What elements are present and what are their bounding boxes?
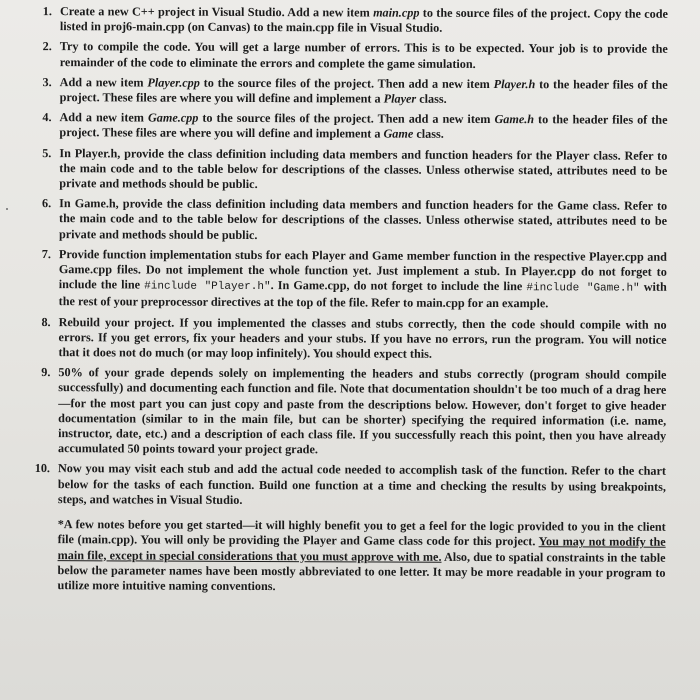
instruction-item: [26, 365, 666, 459]
instruction-text-segment: In Game.h, provide the class definition including data members and function headers for the Game class. Refer to the main code and to the table below for descriptions of the classes. Unless otherwise stated, attributes need to be private and methods should be public.: [58, 196, 668, 242]
instruction-number: 9.: [41, 365, 51, 380]
instruction-text-segment: implement the whole function yet. Just implement a stub. In Player.cpp do not forget to include the line: [58, 262, 667, 292]
instruction-text-segment: Add a new item: [59, 74, 148, 90]
instruction-text-segment: Try to compile the code. You will get a large number of errors. This is to be expected. Your job is to provide the remainder of the code to eliminate the errors and complete the game simulation.: [59, 39, 668, 71]
instruction-text: [59, 110, 667, 143]
instruction-text-segment: Rebuild your project. If you implemented the classes and stubs correctly, then the code should compile with no errors. If you get errors, fix your headers and your stubs. If you have no errors, run the program. You will notice that it does not do much (or may loop infinitely). You should expect this.: [58, 314, 667, 361]
instruction-number: 8.: [41, 314, 51, 329]
instruction-text-segment: class.: [416, 91, 447, 106]
instruction-text-segment: to the source files of the project. Then add a new item: [198, 110, 495, 127]
instruction-text-segment: Add a new item: [59, 110, 148, 125]
instruction-text: [59, 247, 667, 312]
note-lead: *A few notes before you get started—it will highly benefit you to get a feel for the logic provided to you in the client file (main.cpp). You will only be providing the Player and Game class code for this project.: [57, 517, 666, 549]
instruction-text-segment: Player: [383, 91, 417, 106]
instruction-text: [60, 75, 668, 108]
instruction-text-segment: Provide function implementation: [58, 246, 236, 262]
instruction-number: 7.: [41, 246, 51, 261]
instruction-text-segment: Note that documentation shouldn't be too much of a drag here—for the most part you can just copy and paste from the descriptions below. However, don't forget to give header documentation (similar to in the main file, but can be shorter) specifying the required information (i.e. name, instructor, date, etc.) and a description of each class file.: [58, 381, 667, 442]
instruction-text-segment: 50% of your grade depends solely on implementing the headers and stubs correctly (program should compile successfully) and documenting each function and file.: [58, 365, 667, 396]
instruction-text-segment: Now you may visit each stub and add the actual code needed to accomplish task of the function. Refer to the chart below for the tasks of each function. Build one function at a time and checking the results by using breakpoints, steps, and watches in Visual Studio.: [57, 461, 666, 507]
instruction-item: [26, 315, 666, 363]
instruction-item: [27, 247, 667, 313]
notes-paragraph: [57, 517, 665, 596]
instruction-item: [26, 461, 666, 509]
instruction-text-segment: Create a new C++ project in Visual Studio. Add a new item: [59, 4, 374, 20]
note-underlined: You may not modify the main file, except in special considerations that you must approve with me.: [57, 534, 666, 564]
instruction-text-segment: main.cpp: [373, 5, 420, 20]
instruction-number: 4.: [42, 110, 52, 125]
instruction-text-segment: Game.h: [494, 112, 535, 127]
instruction-text: [58, 315, 666, 363]
instruction-item: [27, 146, 667, 194]
instruction-item: [28, 39, 668, 72]
instruction-text-segment: to the source files of the project. Copy the code listed in proj6-main.cpp (on Canvas) to the main.cpp file in Visual Studio.: [59, 5, 669, 36]
instruction-item: [28, 4, 668, 37]
instruction-text-segment: Do not: [145, 262, 183, 277]
instruction-text-segment: to the header files of the project. These files are where you will define and implement a: [59, 112, 668, 141]
instruction-text-segment: for each Player and Game member function in the respective Player.cpp and Game.cpp files.: [58, 247, 667, 277]
instruction-number: 5.: [42, 145, 52, 160]
instruction-text-segment: #include "Player.h": [144, 280, 271, 294]
instructions-list: [25, 4, 668, 596]
instruction-text-segment: #include "Game.h": [526, 282, 640, 295]
instruction-text: [60, 40, 668, 73]
instruction-text-segment: If you successfully reach this point, then you have already accumulated 50 points toward your project grade.: [58, 427, 667, 457]
instruction-text-segment: Game.cpp: [147, 110, 199, 125]
instruction-text-segment: with the rest of your preprocessor directives at the top of the file. Refer to main.cpp for an example.: [58, 279, 667, 311]
instruction-number: 10.: [34, 461, 51, 476]
instruction-text: [59, 146, 667, 194]
instruction-text-segment: . In Game.cpp, do not forget to include the line: [270, 278, 527, 294]
instruction-text-segment: to the header files of the project. These files are where you will define and implement a: [59, 77, 668, 106]
instruction-text: [60, 4, 668, 37]
instruction-text: [59, 196, 667, 244]
note-tail: Also, due to spatial constraints in the table below the parameter names have been mostly abbreviated to one letter. It may be more readable in your program to utilize more intuitive naming conventions.: [57, 549, 666, 593]
page-edge-mark: [6, 208, 8, 210]
instruction-text-segment: Player.cpp: [147, 75, 200, 90]
instruction-number: 6.: [41, 196, 52, 211]
instruction-text: [58, 462, 666, 510]
instruction-item: [28, 75, 668, 108]
instruction-text-segment: class.: [413, 127, 444, 142]
instruction-item: [27, 110, 667, 143]
instruction-item: [27, 196, 667, 244]
instruction-text-segment: stubs: [235, 247, 263, 262]
instruction-text-segment: In Player.h, provide the class definition including data members and function headers for the Player class. Refer to the main code and to the table below for descriptions of the classes. Unless otherwise stated, attributes need to be private and methods should be public.: [59, 145, 668, 192]
instruction-text-segment: Game: [383, 126, 414, 142]
instruction-number: 2.: [42, 39, 52, 54]
instruction-number: 3.: [42, 74, 52, 89]
instruction-text-segment: Player.h: [493, 76, 536, 92]
instruction-text: [58, 365, 666, 459]
instruction-text-segment: to the source files of the project. Then add a new item: [199, 75, 494, 91]
instruction-number: 1.: [42, 4, 52, 19]
